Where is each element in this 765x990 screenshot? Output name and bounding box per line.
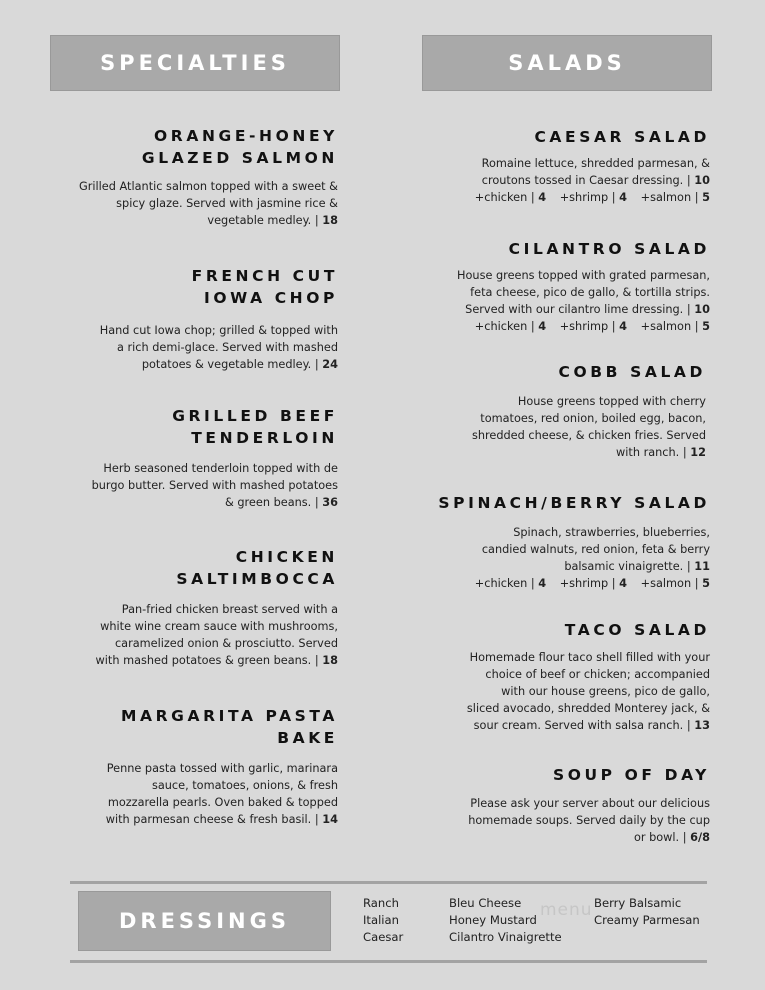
desc-line: feta cheese, pico de gallo, & tortilla strips. [470,286,710,299]
dressings-column-3 [594,895,700,929]
desc-line: homemade soups. Served daily by the cup [468,814,710,827]
desc-line: Herb seasoned tenderloin topped with de [103,462,338,475]
desc-line: with ranch. | [616,446,687,459]
item-description [40,460,338,511]
menu-item [410,619,710,734]
title-line: GLAZED SALMON [141,149,338,167]
addon-shrimp: +shrimp | 4 [559,320,628,333]
desc-line: with our house greens, pico de gallo, [501,685,710,698]
menu-item [400,492,710,592]
desc-line: with parmesan cheese & fresh basil. | [105,813,319,826]
item-price: 18 [322,654,338,667]
addon-chicken: +chicken | 4 [474,191,547,204]
dressings-top-rule [70,881,707,884]
menu-item [40,265,338,373]
desc-line: House greens topped with cherry [517,395,706,408]
desc-line: Grilled Atlantic salmon topped with a sweet & [78,180,338,193]
title-line: ORANGE-HONEY [154,127,338,145]
item-price: 10 [694,303,710,316]
desc-line: croutons tossed in Caesar dressing. | [481,174,691,187]
dressing-item: Honey Mustard [449,913,537,927]
title-line: FRENCH CUT [191,267,338,285]
item-description [40,760,338,828]
desc-line: choice of beef or chicken; accompanied [485,668,710,681]
desc-line: Penne pasta tossed with garlic, marinara [106,762,338,775]
addon-salmon: +salmon | 5 [640,191,710,204]
addons-row [410,318,710,335]
title-line: CHICKEN [235,548,338,566]
desc-line: Pan-fried chicken breast served with a [121,603,338,616]
desc-line: sour cream. Served with salsa ranch. | [473,719,691,732]
item-description [406,393,706,461]
desc-line: or bowl. | [633,831,687,844]
dressing-item: Cilantro Vinaigrette [449,930,562,944]
addon-shrimp: +shrimp | 4 [559,577,628,590]
item-price: 36 [322,496,338,509]
addon-salmon: +salmon | 5 [640,577,710,590]
item-description [40,178,338,229]
item-price: 6/8 [690,831,710,844]
addon-shrimp: +shrimp | 4 [559,191,628,204]
menu-item [40,546,338,669]
item-price: 13 [694,719,710,732]
dressing-item: Berry Balsamic [594,896,682,910]
dressing-item: Creamy Parmesan [594,913,700,927]
title-line: BAKE [277,729,338,747]
desc-line: spicy glaze. Served with jasmine rice & [116,197,338,210]
item-title: SPINACH/BERRY SALAD [438,494,710,512]
item-title: SOUP OF DAY [552,766,710,784]
title-line: IOWA CHOP [203,289,338,307]
desc-line: balsamic vinaigrette. | [564,560,691,573]
desc-line: vegetable medley. | [207,214,319,227]
desc-line: white wine cream sauce with mushrooms, [100,620,338,633]
menu-item [40,405,338,511]
dressings-column-1 [363,895,403,946]
dressings-bottom-rule [70,960,707,963]
desc-line: mozzarella pearls. Oven baked & topped [107,796,338,809]
addon-salmon: +salmon | 5 [640,320,710,333]
desc-line: candied walnuts, red onion, feta & berry [481,543,710,556]
item-description [40,322,338,373]
menu-item [40,705,338,828]
item-description [410,267,710,318]
item-title: CILANTRO SALAD [508,240,710,258]
item-price: 10 [694,174,710,187]
dressing-item: Caesar [363,930,404,944]
addons-row [400,575,710,592]
item-title: TACO SALAD [564,621,710,639]
item-description [40,601,338,669]
desc-line: Romaine lettuce, shredded parmesan, & [481,157,710,170]
addon-chicken: +chicken | 4 [474,577,547,590]
dressings-header-label: DRESSINGS [118,909,290,933]
desc-line: Homemade flour taco shell filled with your [469,651,710,664]
title-line: GRILLED BEEF [172,407,338,425]
desc-line: caramelized onion & prosciutto. Served [114,637,338,650]
salads-header-label: SALADS [508,51,626,75]
desc-line: Hand cut Iowa chop; grilled & topped with [99,324,338,337]
dressing-item: Italian [363,913,399,927]
desc-line: Spinach, strawberries, blueberries, [513,526,710,539]
item-title: CAESAR SALAD [534,128,710,146]
desc-line: sauce, tomatoes, onions, & fresh [151,779,338,792]
item-price: 11 [694,560,710,573]
desc-line: Please ask your server about our delicious [470,797,710,810]
desc-line: burgo butter. Served with mashed potatoes [91,479,338,492]
watermark: menu [540,900,593,920]
item-title [40,705,338,749]
menu-item [406,361,706,461]
salads-header [422,35,712,91]
item-price: 18 [322,214,338,227]
desc-line: shredded cheese, & chicken fries. Served [471,429,706,442]
item-title [40,125,338,169]
item-price: 14 [322,813,338,826]
menu-item [410,764,710,846]
item-description [410,649,710,734]
specialties-header-label: SPECIALTIES [100,51,290,75]
addon-chicken: +chicken | 4 [474,320,547,333]
desc-line: tomatoes, red onion, boiled egg, bacon, [480,412,706,425]
desc-line: Served with our cilantro lime dressing. | [465,303,691,316]
desc-line: a rich demi-glace. Served with mashed [117,341,338,354]
item-price: 24 [322,358,338,371]
item-title [40,405,338,449]
menu-item [410,126,710,206]
item-description [400,524,710,575]
item-price: 12 [690,446,706,459]
item-title [40,546,338,590]
menu-item [40,125,338,229]
menu-item [410,238,710,335]
item-description [410,795,710,846]
item-description [410,155,710,189]
desc-line: House greens topped with grated parmesan, [457,269,710,282]
dressings-header [78,891,331,951]
item-title [40,265,338,309]
title-line: SALTIMBOCCA [176,570,338,588]
desc-line: potatoes & vegetable medley. | [141,358,319,371]
dressing-item: Bleu Cheese [449,896,522,910]
desc-line: & green beans. | [224,496,319,509]
title-line: MARGARITA PASTA [121,707,338,725]
title-line: TENDERLOIN [191,429,338,447]
dressing-item: Ranch [363,896,399,910]
desc-line: with mashed potatoes & green beans. | [95,654,319,667]
item-title: COBB SALAD [558,363,706,381]
addons-row [410,189,710,206]
specialties-header [50,35,340,91]
desc-line: sliced avocado, shredded Monterey jack, & [466,702,710,715]
